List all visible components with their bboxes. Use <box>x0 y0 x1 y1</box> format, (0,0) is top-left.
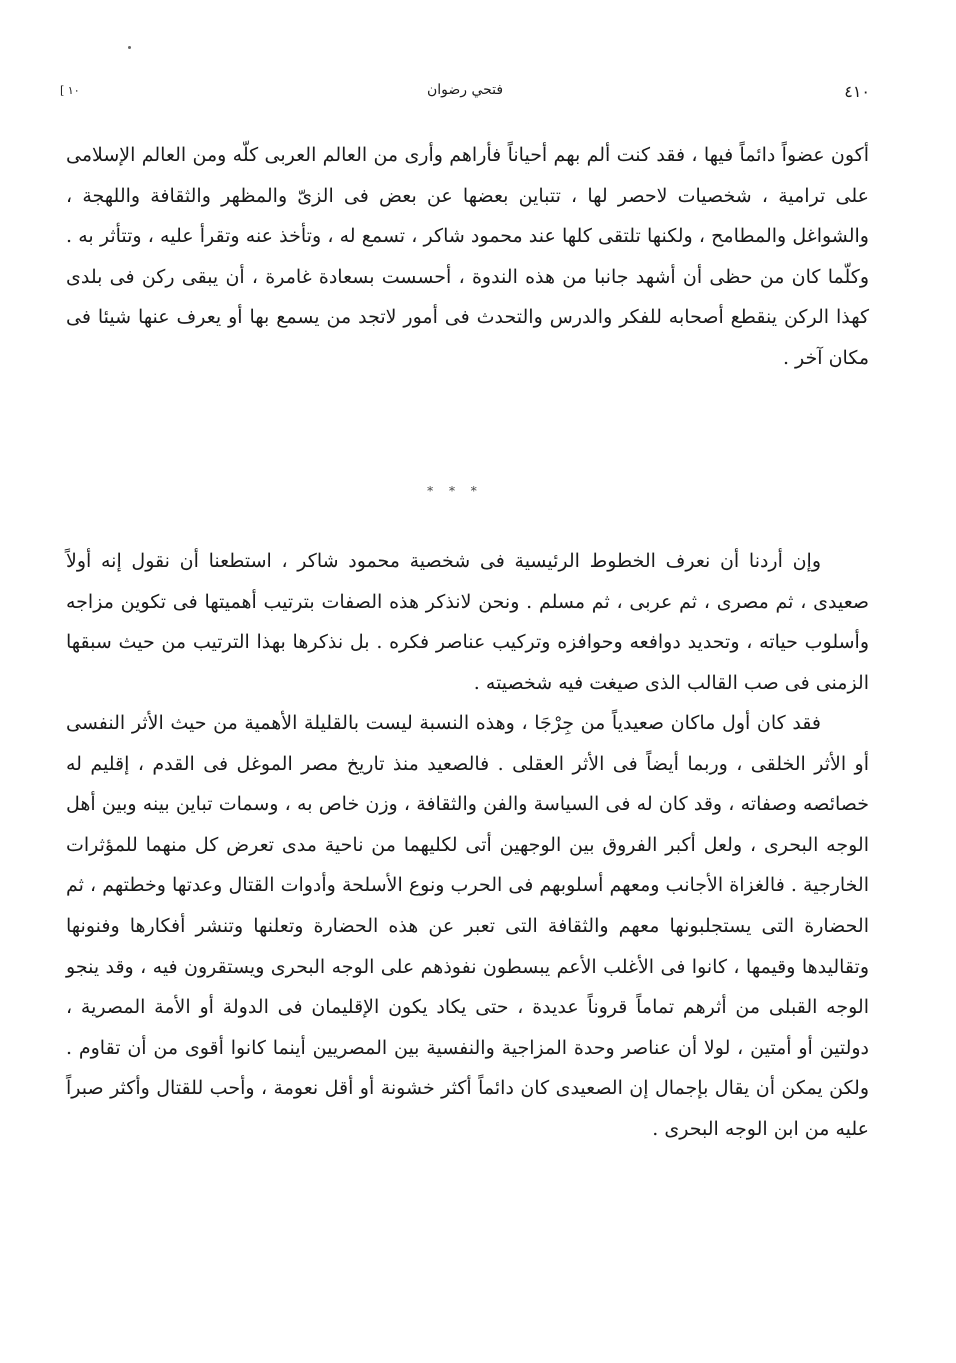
page-header <box>60 82 870 106</box>
running-title: فتحي رضوان <box>426 82 504 98</box>
paragraph-3: فقد كان أول ماكان صعيدياً من جِرْجَا ، وهذه النسبة ليست بالقليلة الأهمية من حيث الأثر النفسى أو الأثر الخلقى ، وربما أيضاً فى الأثر العقلى . فالصعيد منذ تاريخ مصر الموغل فى القدم ، إقليم له خصائصه وصفاته ، وقد كان له فى السياسة والفن والثقافة ، وزن خاص به ، وسمات تباين بينه وبين أهل الوجه البحرى ، ولعل أكبر الفروق بين الوجهين أتى لكليهما من ناحية مدى تعرض كل منهما للمؤثرات الخارجية . فالغزاة الأجانب ومعهم أسلوبهم فى الحرب ونوع الأسلحة وأدوات القتال وعدتها وخطتهم ، ثم الحضارة التى يستجلبونها معهم والثقافة التى تعبر عن هذه الحضارة وتعلنها وتنشر أفكارها وفنونها وتقاليدها وقيمها ، كانوا فى الأغلب الأعم يبسطون نفوذهم على الوجه البحرى ويستقرون فيه ، وقد ينجو الوجه القبلى من أثرهم تماماً قروناً عديدة ، حتى يكاد يكون الإقليمان فى الدولة أو الأمة المصرية ، دولتين أو أمتين ، لولا أن عناصر وحدة المزاجية والنفسية بين المصريين أينما كانوا أقوى من أن تقاوم . ولكن يمكن أن يقال بإجمال إن الصعيدى كان دائماً أكثر خشونة أو أقل نعومة ، وأحب للقتال وأكثر صبراً عليه من ابن الوجه البحرى . <box>66 712 869 1140</box>
paragraph-2: وإن أردنا أن نعرف الخطوط الرئيسية فى شخصية محمود شاكر ، استطعنا أن نقول إنه أولاً صعيدى ، ثم مصرى ، ثم عربى ، ثم مسلم . ونحن لانذكر هذه الصفات بترتيب أهميتها فى تكوين مزاجه وأسلوب حياته ، وتحديد دوافعه وحوافزه وتركيب عناصر فكره . بل نذكرها بهذا الترتيب من حيث سبقها الزمنى فى صب القالب الذى صيغت فيه شخصيته . <box>66 550 870 694</box>
scan-speck <box>128 46 131 49</box>
footnote-reference: [ ١٠ <box>60 84 80 97</box>
page-number: ٤١٠ <box>844 82 870 101</box>
section-separator: * * * <box>427 484 483 498</box>
paragraph-1: أكون عضواً دائماً فيها ، فقد كنت ألم بهم أحياناً فأراهم وأرى من العالم العربى كلّه ومن العالم الإسلامى على ترامية ، شخصيات لاحصر لها ، تتباين بعضها عن بعض فى الزىّ والمظهر والثقافة واللهجة ، والشواغل والمطامح ، ولكنها تلتقى كلها عند محمود شاكر ، تسمع له ، وتأخذ عنه وتقرأ عليه ، وتتأثر به . وكلّما كان من حظى أن أشهد جانبا من هذه الندوة ، أحسست بسعادة غامرة ، أن يبقى ركن فى بلدى كهذا الركن ينقطع أصحابه للفكر والدرس والتحدث فى أمور لاتجد من يسمع بها أو يعرف عنها شيئا فى مكان آخر . <box>66 144 869 369</box>
